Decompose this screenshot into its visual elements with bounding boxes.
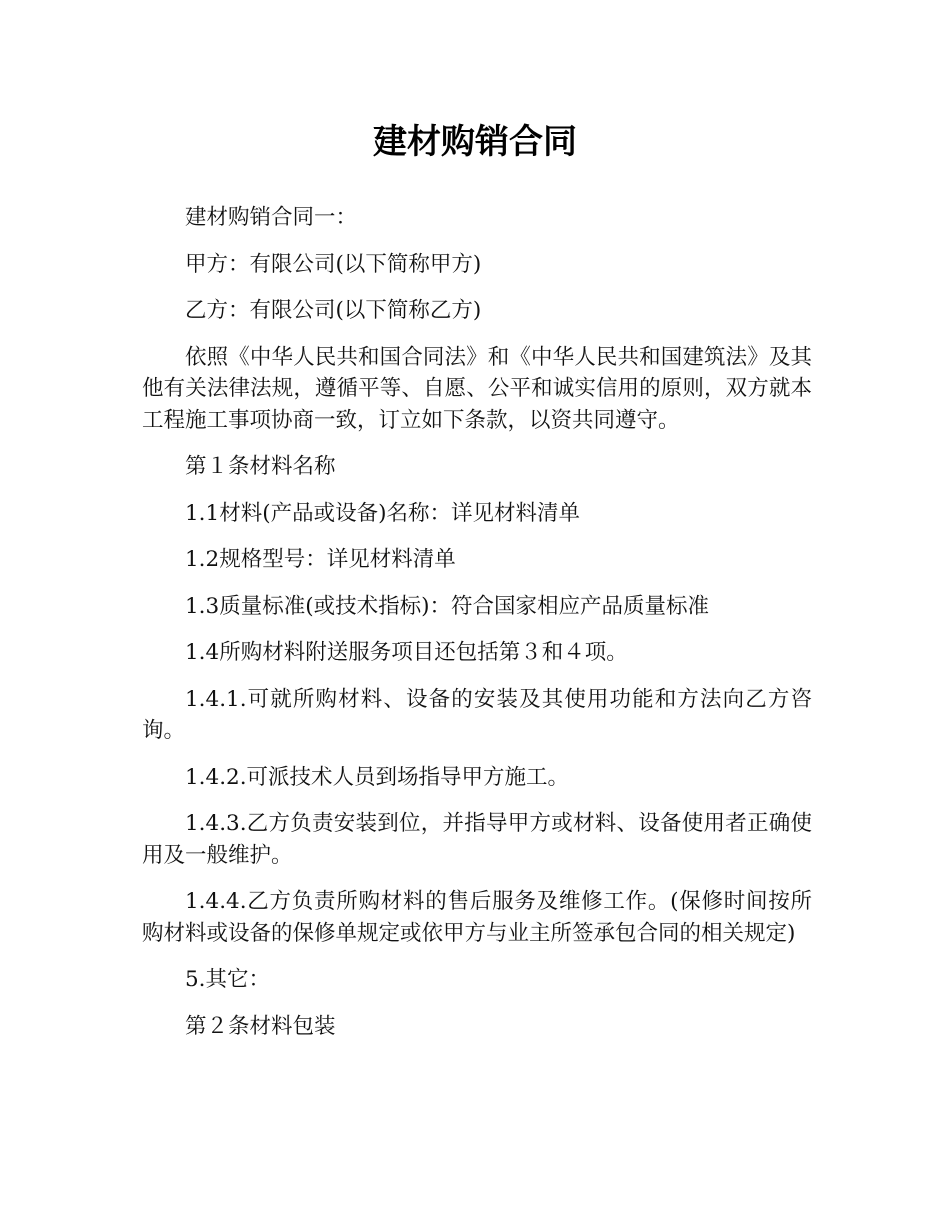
paragraph-article-2: 第２条材料包装 (185, 1013, 336, 1039)
paragraph-party-b: 乙方：有限公司(以下简称乙方) (185, 298, 482, 323)
document-title: 建材购销合同 (373, 122, 577, 162)
paragraph-1-4-1: 1.4.1.可就所购材料、设备的安装及其使用功能和方法向乙方咨询。 (142, 686, 812, 743)
paragraph-article-1: 第１条材料名称 (185, 454, 336, 479)
paragraph-1-4: 1.4所购材料附送服务项目还包括第３和４项。 (185, 640, 628, 665)
paragraph-1-4-3: 1.4.3.乙方负责安装到位，并指导甲方或材料、设备使用者正确使用及一般维护。 (142, 811, 812, 868)
paragraph-intro: 建材购销合同一： (185, 205, 358, 230)
paragraph-1-3: 1.3质量标准(或技术指标)：符合国家相应产品质量标准 (185, 593, 709, 619)
paragraph-1-4-2: 1.4.2.可派技术人员到场指导甲方施工。 (185, 764, 570, 790)
paragraph-preamble: 依照《中华人民共和国合同法》和《中华人民共和国建筑法》及其他有关法律法规，遵循平等、自愿、公平和诚实信用的原则，双方就本工程施工事项协商一致，订立如下条款，以资共同遵守。 (142, 344, 812, 433)
document-body (142, 202, 812, 1057)
paragraph-1-1: 1.1材料(产品或设备)名称：详见材料清单 (185, 500, 580, 526)
paragraph-1-4-4: 1.4.4.乙方负责所购材料的售后服务及维修工作。(保修时间按所购材料或设备的保修单规定或依甲方与业主所签承包合同的相关规定) (142, 889, 812, 946)
paragraph-party-a: 甲方：有限公司(以下简称甲方) (185, 251, 482, 277)
paragraph-5: 5.其它： (185, 967, 271, 992)
paragraph-1-2: 1.2规格型号：详见材料清单 (185, 547, 456, 572)
